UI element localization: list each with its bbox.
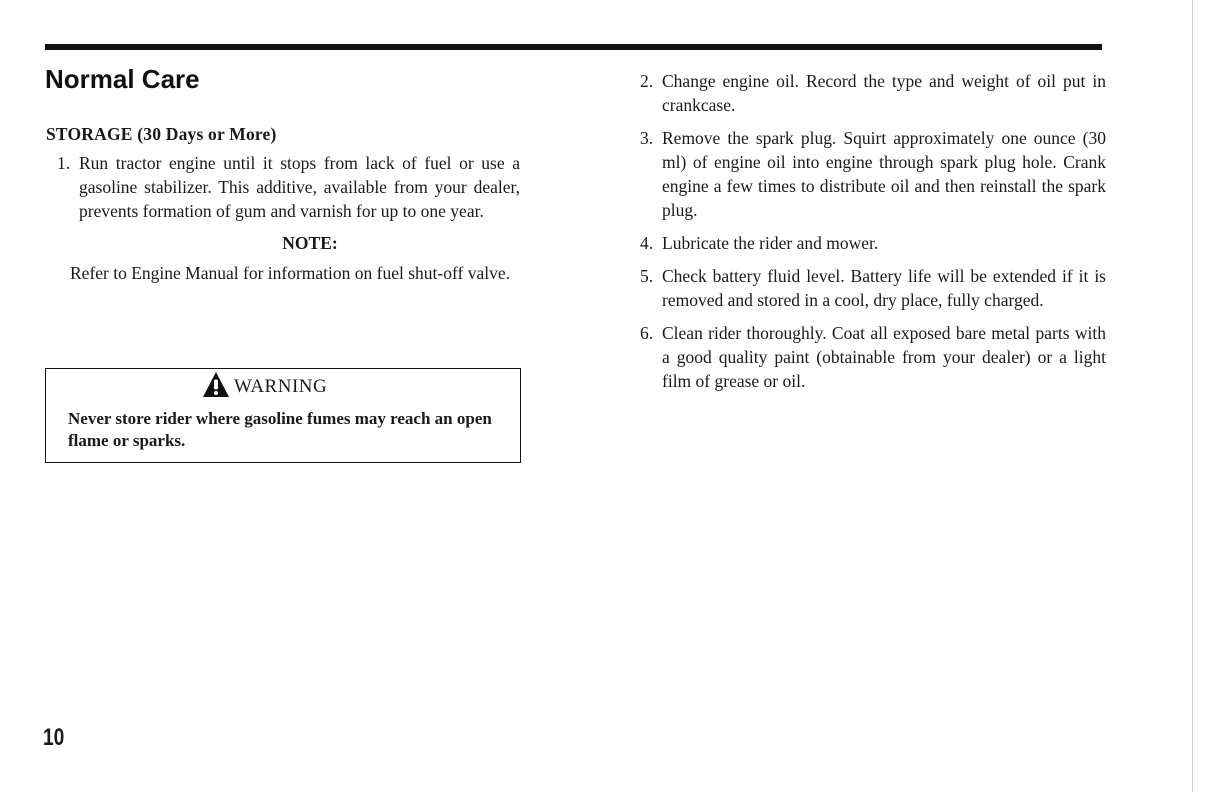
warning-label: WARNING [234,375,328,397]
item-text: Clean rider thoroughly. Coat all exposed bare metal parts with a good quality paint (obtainable from your dealer) or a light film of grease or oil. [662,323,1106,391]
list-item [45,151,520,223]
list-item [640,231,1106,255]
list-item [640,321,1106,393]
page-edge [1192,0,1193,792]
warning-heading [202,371,327,398]
item-text: Remove the spark plug. Squirt approximately one ounce (30 ml) of engine oil into engine through spark plug hole. Crank engine a few times to distribute oil and then reinstall the spark plug. [662,128,1106,220]
warning-triangle-icon [202,371,230,398]
item-text: Check battery fluid level. Battery life will be extended if it is removed and stored in a cool, dry place, fully charged. [662,266,1106,310]
section-title: Normal Care [45,64,200,94]
steps-list [640,69,1106,402]
list-item [640,264,1106,312]
item-number: 6. [640,323,654,343]
item-text: Change engine oil. Record the type and weight of oil put in crankcase. [662,71,1106,115]
list-item [640,69,1106,117]
warning-box [45,368,521,463]
item-text: Run tractor engine until it stops from lack of fuel or use a gasoline stabilizer. This additive, available from your dealer, prevents formation of gum and varnish for up to one year. [79,153,520,221]
storage-heading: STORAGE (30 Days or More) [46,124,277,144]
item-number: 5. [640,266,654,286]
item-number: 2. [640,71,654,91]
item-number: 3. [640,128,654,148]
item-number: 4. [640,233,654,253]
item-number: 1. [57,153,71,173]
warning-text: Never store rider where gasoline fumes may reach an open flame or sparks. [68,409,492,450]
note-text: Refer to Engine Manual for information on fuel shut-off valve. [70,263,510,283]
page-number: 10 [43,724,65,751]
top-rule [45,44,1102,50]
list-item [640,126,1106,222]
note-heading: NOTE: [282,233,338,253]
item-text: Lubricate the rider and mower. [662,233,879,253]
storage-section [45,124,525,284]
